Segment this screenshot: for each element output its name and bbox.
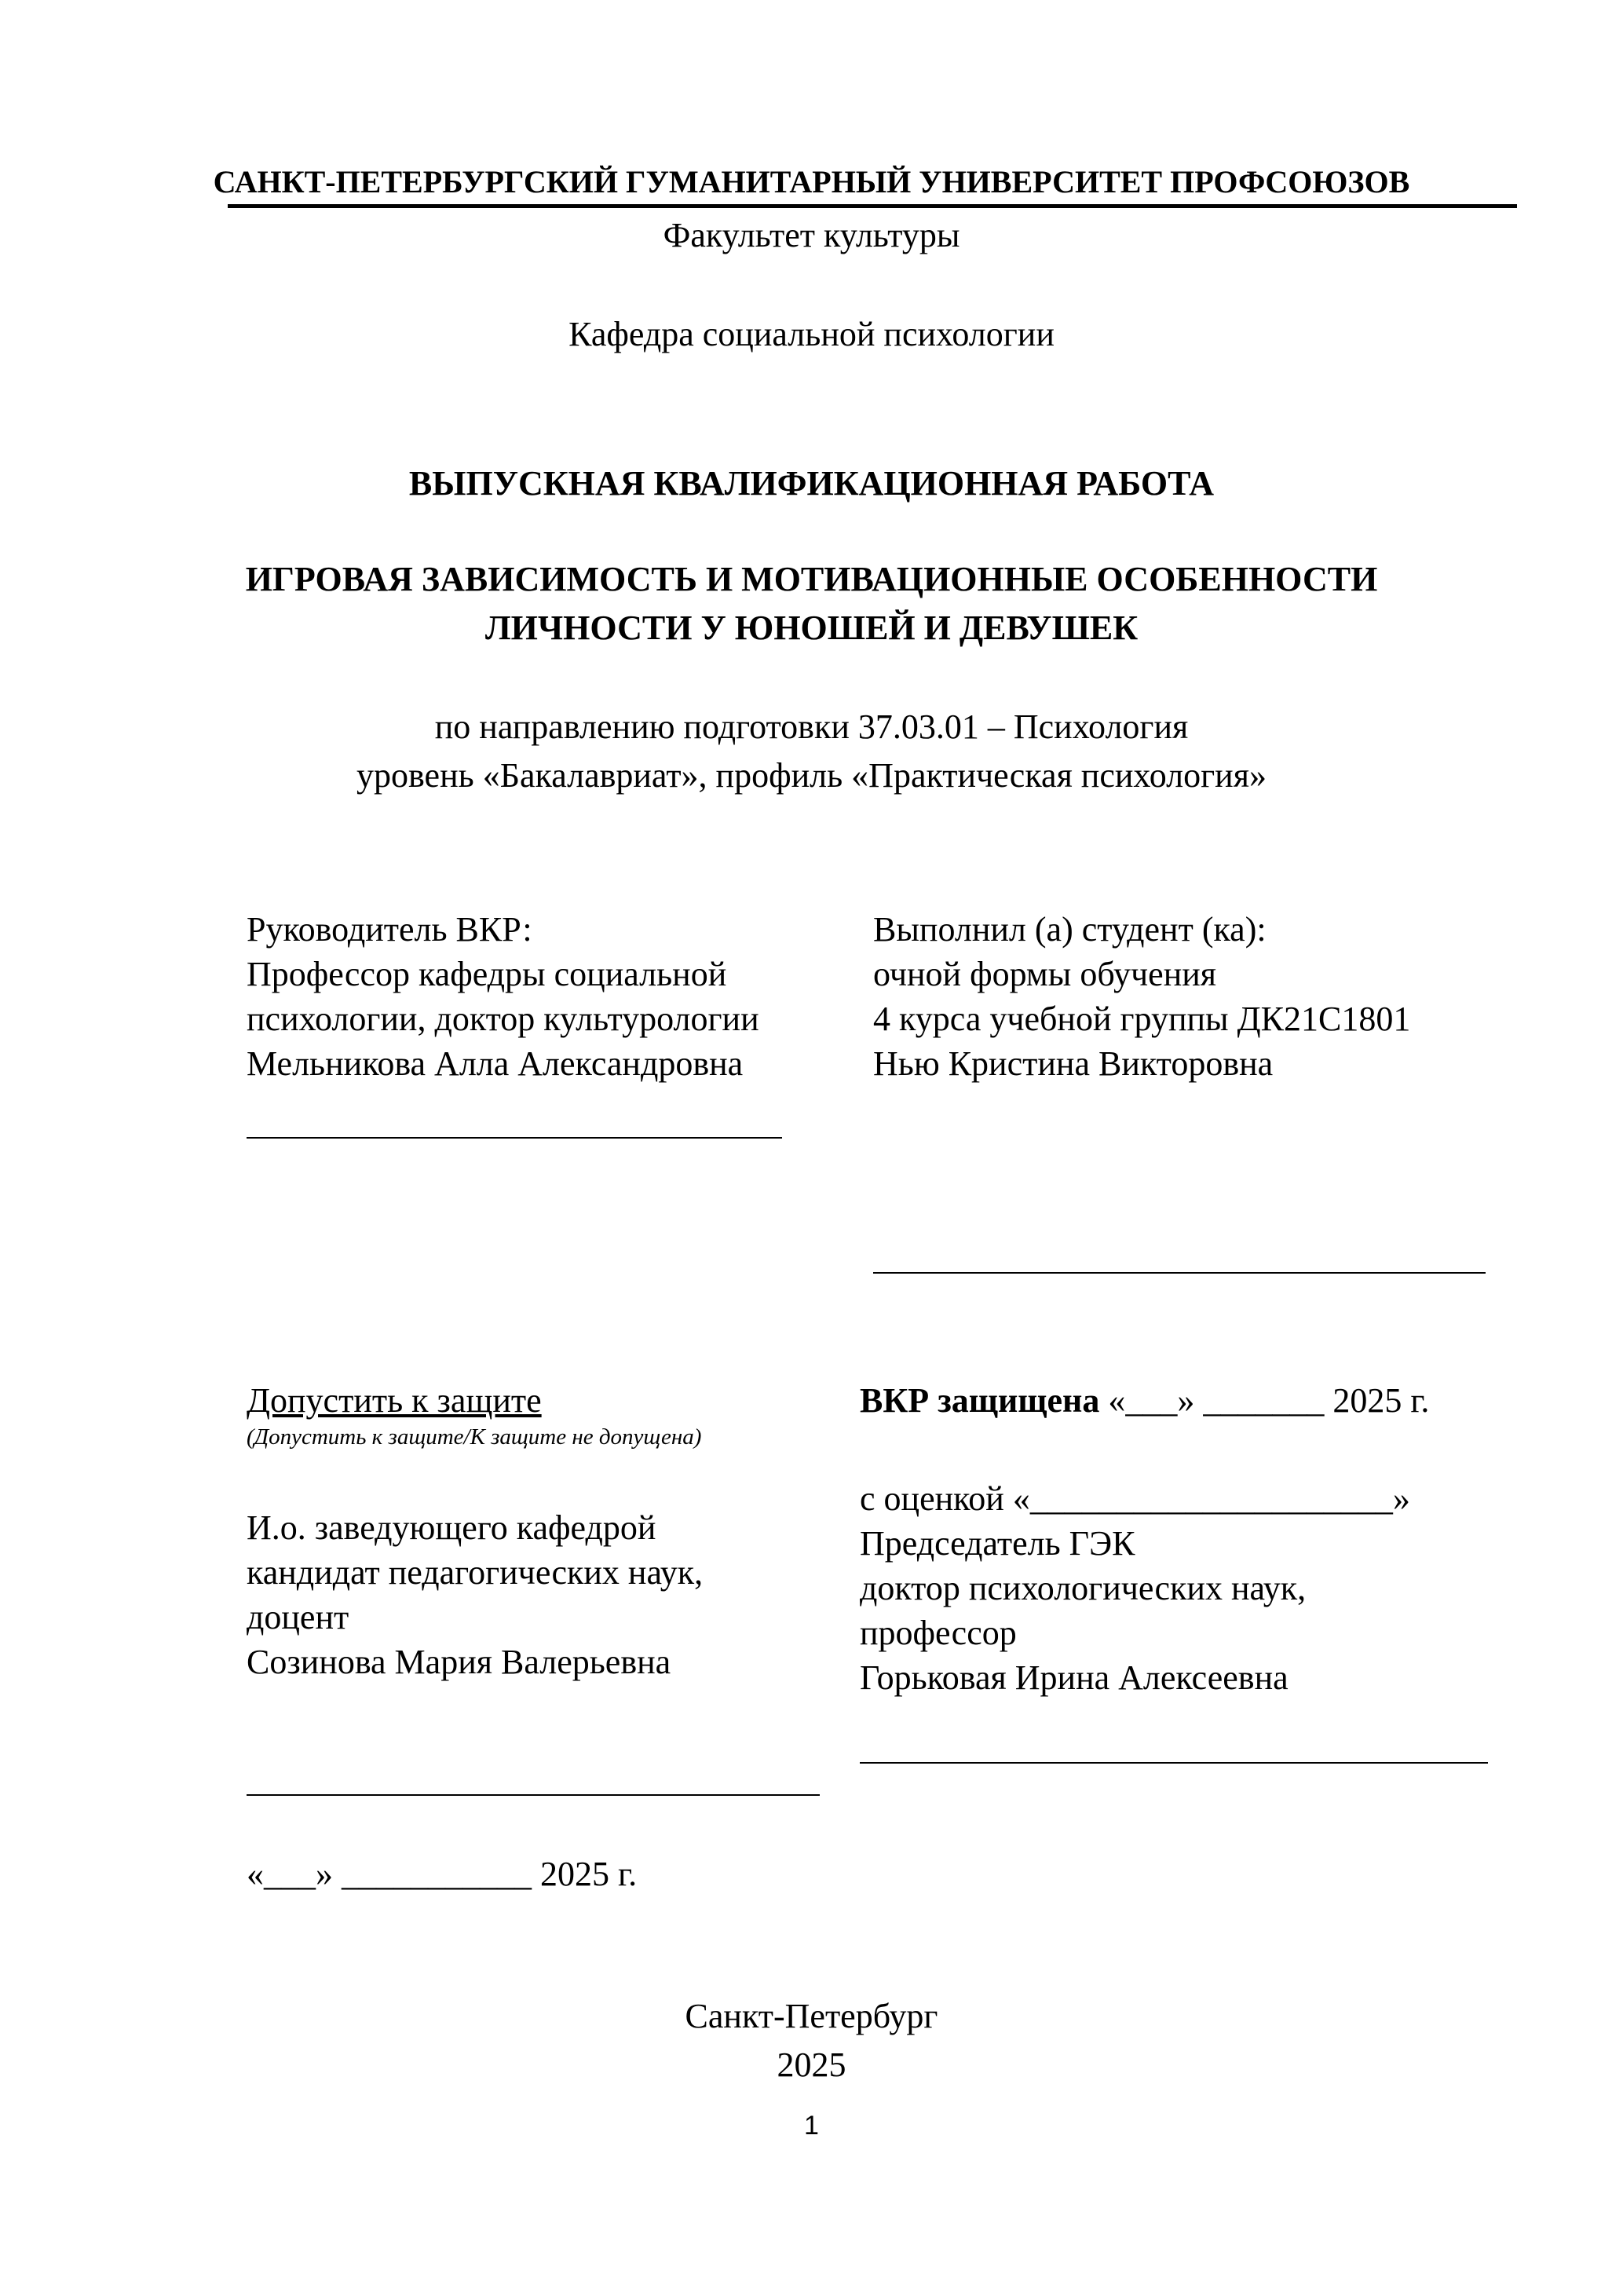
chair-degree: доктор психологических наук, xyxy=(860,1569,1307,1607)
head-block xyxy=(247,1505,703,1684)
defense-date: «___» _______ 2025 г. xyxy=(1099,1381,1430,1420)
defense-status xyxy=(860,1378,1429,1423)
admission-date: «___» ___________ 2025 г. xyxy=(247,1855,638,1893)
faculty: Факультет культуры xyxy=(663,216,960,254)
header-rule xyxy=(228,204,1517,208)
head-signature-line xyxy=(247,1794,820,1796)
chair-rank: профессор xyxy=(860,1614,1017,1652)
city: Санкт-Петербург xyxy=(685,1997,938,2035)
level-profile: уровень «Бакалавриат», профиль «Практическая психология» xyxy=(356,756,1267,795)
direction: по направлению подготовки 37.03.01 – Психология xyxy=(434,707,1189,746)
supervisor-signature-line xyxy=(247,1137,782,1139)
topic-line-2: ЛИЧНОСТИ У ЮНОШЕЙ И ДЕВУШЕК xyxy=(484,609,1139,647)
topic-line-1: ИГРОВАЯ ЗАВИСИМОСТЬ И МОТИВАЦИОННЫЕ ОСОБЕННОСТИ xyxy=(245,560,1378,598)
department: Кафедра социальной психологии xyxy=(568,315,1055,353)
supervisor-position: Профессор кафедры социальной xyxy=(247,955,727,993)
work-type: ВЫПУСКНАЯ КВАЛИФИКАЦИОННАЯ РАБОТА xyxy=(408,464,1215,503)
student-signature-line xyxy=(873,1272,1486,1274)
student-block xyxy=(873,907,1410,1086)
head-position: И.о. заведующего кафедрой xyxy=(247,1508,656,1547)
chair-title: Председатель ГЭК xyxy=(860,1524,1135,1563)
student-study-form: очной формы обучения xyxy=(873,955,1217,993)
page-number: 1 xyxy=(804,2111,819,2141)
supervisor-label: Руководитель ВКР: xyxy=(247,910,532,949)
admission-note: (Допустить к защите/К защите не допущена) xyxy=(247,1424,702,1450)
supervisor-name: Мельникова Алла Александровна xyxy=(247,1044,744,1083)
supervisor-degree: психологии, доктор культурологии xyxy=(247,1000,759,1038)
year: 2025 xyxy=(777,2046,846,2084)
student-name: Нью Кристина Викторовна xyxy=(873,1044,1274,1083)
defense-grade: с оценкой «_____________________» xyxy=(860,1479,1410,1518)
head-name: Созинова Мария Валерьевна xyxy=(247,1643,671,1681)
head-title: доцент xyxy=(247,1598,349,1636)
admission-block xyxy=(247,1378,701,1451)
commission-block xyxy=(860,1476,1410,1700)
supervisor-block xyxy=(247,907,759,1086)
student-label: Выполнил (а) студент (ка): xyxy=(873,910,1267,949)
chair-name: Горьковая Ирина Алексеевна xyxy=(860,1658,1289,1697)
head-degree: кандидат педагогических наук, xyxy=(247,1553,704,1592)
admission-label: Допустить к защите xyxy=(247,1381,542,1420)
defense-label: ВКР защищена xyxy=(860,1381,1100,1420)
chair-signature-line xyxy=(860,1762,1488,1764)
student-group: 4 курса учебной группы ДК21С1801 xyxy=(873,1000,1411,1038)
university-name: САНКТ-ПЕТЕРБУРГСКИЙ ГУМАНИТАРНЫЙ УНИВЕРСИТЕТ ПРОФСОЮЗОВ xyxy=(213,164,1410,199)
